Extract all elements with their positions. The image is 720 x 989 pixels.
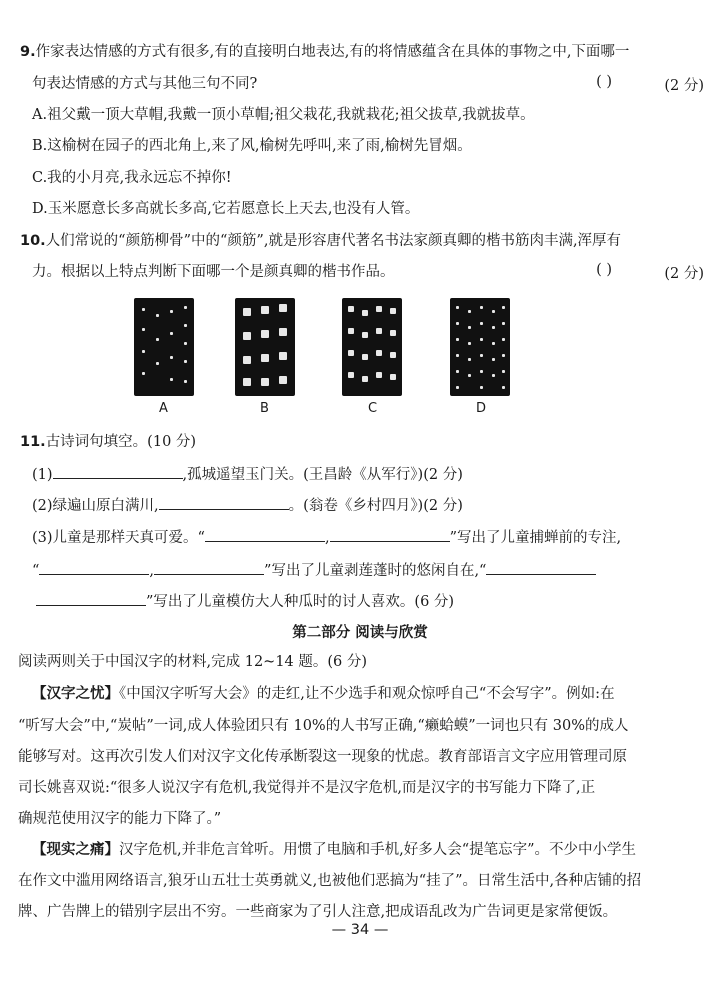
fill-blank[interactable] [36, 591, 146, 606]
q11-line5: ”写出了儿童模仿大人种瓜时的讨人喜欢。(6 分) [36, 591, 454, 612]
q11-item3: (3)儿童是那样天真可爱。“ , ”写出了儿童捕蝉前的专注, [32, 527, 621, 548]
calligraphy-rubbing-b-image[interactable] [235, 298, 295, 396]
q9-option-d: D.玉米愿意长多高就长多高,它若愿意长上天去,也没有人管。 [32, 201, 420, 217]
option-label-c: C [368, 401, 378, 416]
material1-line3: 能够写对。这再次引发人们对汉字文化传承断裂这一现象的忧虑。教育部语言文字应用管理司原 [18, 749, 627, 765]
q11-title: 11.古诗词句填空。(10 分) [20, 434, 197, 450]
material2-line2: 在作文中滥用网络语言,狼牙山五壮士英勇就义,也被他们恶搞为“挂了”。日常生活中,各种店铺的招 [18, 873, 642, 889]
material2-line3: 牌、广告牌上的错别字层出不穷。一些商家为了引人注意,把成语乱改为广告词更是家常便饭。 [18, 904, 618, 920]
fill-blank[interactable] [154, 560, 264, 575]
q11-item2: (2)绿遍山原白满川, 。(翁卷《乡村四月》)(2 分) [32, 495, 463, 516]
page-number: — 34 — [331, 922, 389, 938]
q9-option-a: A.祖父戴一顶大草帽,我戴一顶小草帽;祖父栽花,我就栽花;祖父拔草,我就拔草。 [32, 107, 535, 123]
section-title: 第二部分 阅读与欣赏 [292, 625, 428, 641]
q9-answer-bracket[interactable]: ( ) [596, 74, 612, 90]
q9-option-c: C.我的小月亮,我永远忘不掉你! [32, 170, 232, 186]
reading-intro: 阅读两则关于中国汉字的材料,完成 12~14 题。(6 分) [18, 654, 368, 670]
calligraphy-rubbing-d-image[interactable] [450, 298, 510, 396]
q11-line4: “ , ”写出了儿童剥莲蓬时的悠闲自在,“ [32, 560, 596, 581]
material1-line4: 司长姚喜双说:“很多人说汉字有危机,我觉得并不是汉字危机,而是汉字的书写能力下降了,正 [18, 780, 596, 796]
fill-blank[interactable] [330, 527, 450, 542]
fill-blank[interactable] [486, 560, 596, 575]
q11-item1: (1) ,孤城遥望玉门关。(王昌龄《从军行》)(2 分) [32, 464, 463, 485]
fill-blank[interactable] [53, 464, 183, 479]
q9-score: (2 分) [664, 78, 704, 94]
material1-line1: 【汉字之忧】《中国汉字听写大会》的走红,让不少选手和观众惊呼自己“不会写字”。例如:在 [32, 686, 615, 702]
q10-answer-bracket[interactable]: ( ) [596, 262, 612, 278]
q9-stem-line2: 句表达情感的方式与其他三句不同? [32, 76, 258, 92]
option-label-a: A [159, 401, 168, 416]
material2-tag: 【现实之痛】 [32, 842, 119, 858]
calligraphy-rubbing-a-image[interactable] [134, 298, 194, 396]
option-label-b: B [260, 401, 269, 416]
material1-line2: “听写大会”中,“炭帖”一词,成人体验团只有 10%的人书写正确,“癞蛤蟆”一词也只有 30%的成人 [18, 718, 629, 734]
option-label-d: D [476, 401, 487, 416]
q9-option-b: B.这榆树在园子的西北角上,来了风,榆树先呼叫,来了雨,榆树先冒烟。 [32, 138, 472, 154]
fill-blank[interactable] [159, 495, 289, 510]
material2-line1: 【现实之痛】汉字危机,并非危言耸听。用惯了电脑和手机,好多人会“提笔忘字”。不少中小学生 [32, 842, 637, 858]
material1-tag: 【汉字之忧】 [32, 686, 119, 702]
material1-line5: 确规范使用汉字的能力下降了。” [18, 811, 222, 827]
calligraphy-rubbing-c-image[interactable] [342, 298, 402, 396]
q10-stem-line1: 10.人们常说的“颜筋柳骨”中的“颜筋”,就是形容唐代著名书法家颜真卿的楷书筋肉丰满,浑厚有 [20, 233, 622, 249]
q10-stem-line2: 力。根据以上特点判断下面哪一个是颜真卿的楷书作品。 [32, 264, 395, 280]
q10-score: (2 分) [664, 266, 704, 282]
fill-blank[interactable] [39, 560, 149, 575]
fill-blank[interactable] [205, 527, 325, 542]
q9-stem-line1: 9.作家表达情感的方式有很多,有的直接明白地表达,有的将情感蕴含在具体的事物之中,下面哪一 [20, 44, 630, 60]
